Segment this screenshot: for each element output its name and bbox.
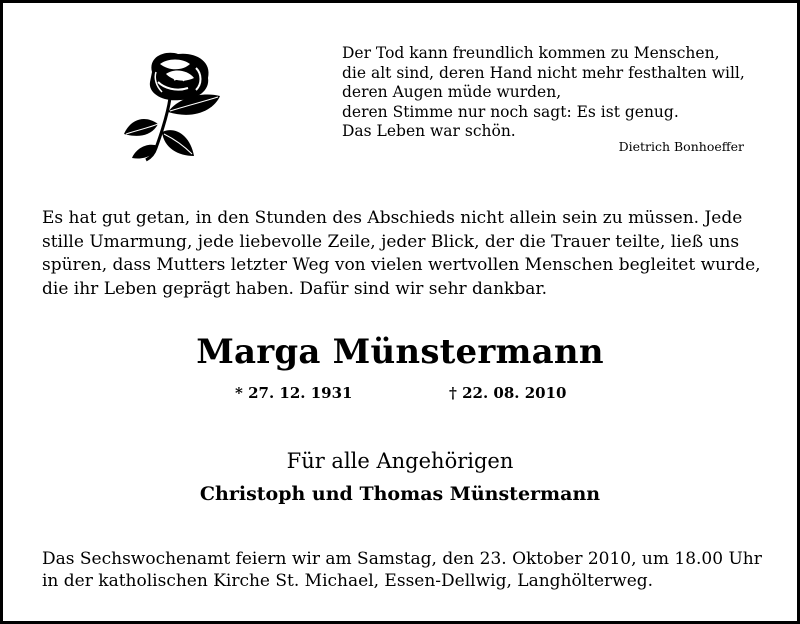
relatives-intro: Für alle Angehörigen — [286, 449, 514, 473]
message-line: Es hat gut getan, in den Stunden des Abschieds nicht allein sein zu müssen. Jede — [42, 208, 743, 228]
deceased-name: Marga Münstermann — [196, 332, 604, 372]
message-line: stille Umarmung, jede liebevolle Zeile, jeder Blick, der die Trauer teilte, ließ uns — [42, 231, 740, 252]
thank-you-message — [42, 207, 772, 301]
poem-line: Der Tod kann freundlich kommen zu Menschen, — [342, 44, 720, 62]
poem-author: Dietrich Bonhoeffer — [618, 139, 744, 154]
service-line: in der katholischen Kirche St. Michael, Essen-Dellwig, Langhölterweg. — [42, 571, 654, 591]
poem-line: deren Stimme nur noch sagt: Es ist genug. — [342, 102, 679, 121]
poem-line: Das Leben war schön. — [342, 122, 516, 140]
rose-icon — [118, 50, 226, 162]
service-announcement — [42, 548, 772, 592]
poem-line: die alt sind, deren Hand nicht mehr festhalten will, — [342, 63, 745, 82]
service-line: Das Sechswochenamt feiern wir am Samstag, den 23. Oktober 2010, um 18.00 Uhr — [42, 549, 762, 569]
message-line: spüren, dass Mutters letzter Weg von vielen wertvollen Menschen begleitet wurde, — [42, 255, 761, 275]
message-line: die ihr Leben geprägt haben. Dafür sind wir sehr dankbar. — [42, 278, 547, 299]
mourner-names: Christoph und Thomas Münstermann — [199, 483, 601, 505]
poem-line: deren Augen müde wurden, — [342, 83, 562, 101]
birth-date: * 27. 12. 1931 — [235, 384, 353, 402]
poem — [342, 44, 762, 142]
death-date: † 22. 08. 2010 — [449, 384, 567, 402]
